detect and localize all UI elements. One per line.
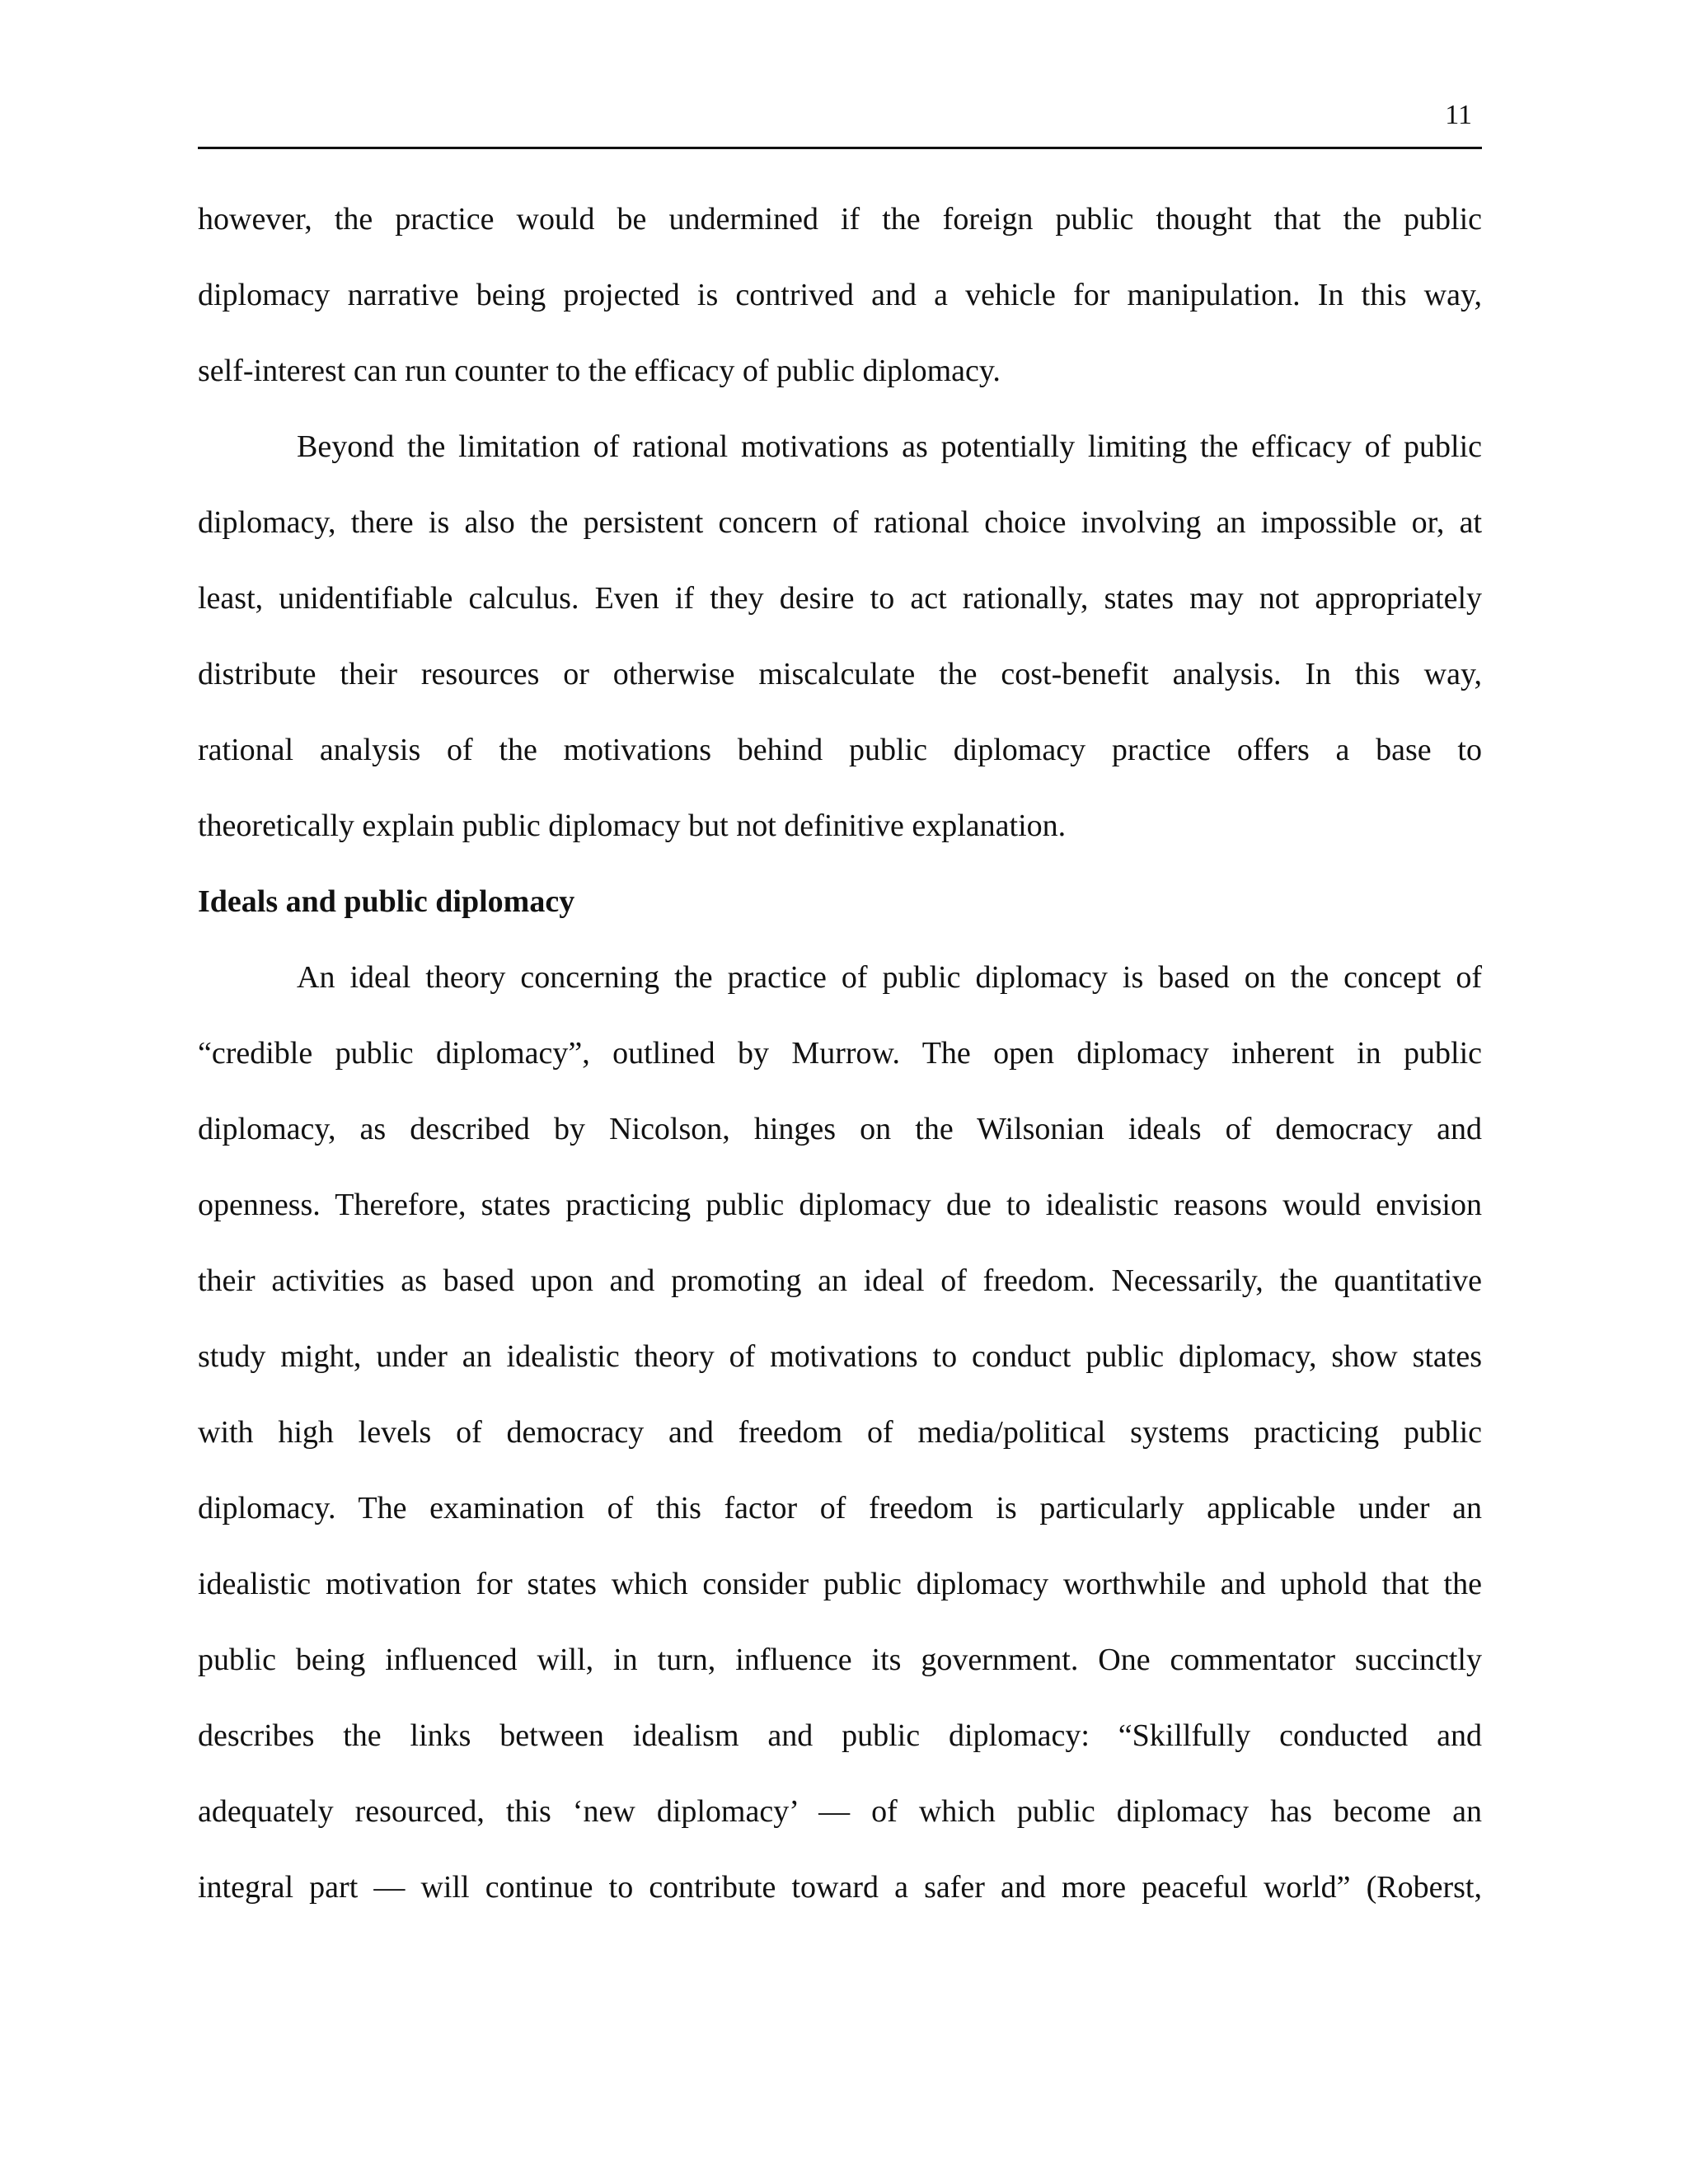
text-line: self-interest can run counter to the efficacy of public diplomacy. — [198, 354, 1001, 388]
page-number: 11 — [1445, 100, 1472, 130]
text-line: theoretically explain public diplomacy but not definitive explanation. — [198, 808, 1067, 843]
text-line: public being influenced will, in turn, influence its government. One commentator succinctly — [198, 1643, 1482, 1677]
text-line: Beyond the limitation of rational motivations as potentially limiting the efficacy of public — [297, 429, 1482, 464]
paragraph — [198, 415, 1482, 870]
text-line: study might, under an idealistic theory of motivations to conduct public diplomacy, show states — [198, 1339, 1482, 1374]
section-heading: Ideals and public diplomacy — [198, 884, 575, 919]
text-line: An ideal theory concerning the practice of public diplomacy is based on the concept of — [297, 960, 1482, 995]
text-line: least, unidentifiable calculus. Even if they desire to act rationally, states may not appropriately — [198, 581, 1482, 616]
text-line: distribute their resources or otherwise miscalculate the cost-benefit analysis. In this way, — [198, 657, 1482, 691]
text-line: describes the links between idealism and public diplomacy: “Skillfully conducted and — [198, 1718, 1482, 1753]
text-line: diplomacy narrative being projected is contrived and a vehicle for manipulation. In this way, — [198, 278, 1482, 312]
paragraph — [198, 188, 1482, 415]
text-line: rational analysis of the motivations behind public diplomacy practice offers a base to — [198, 733, 1482, 767]
text-line: with high levels of democracy and freedom of media/political systems practicing public — [198, 1415, 1482, 1450]
text-line: diplomacy, there is also the persistent concern of rational choice involving an impossible or, at — [198, 505, 1482, 540]
paragraph — [198, 946, 1482, 1932]
body-text — [198, 188, 1482, 1932]
text-line: diplomacy. The examination of this factor of freedom is particularly applicable under an — [198, 1491, 1482, 1526]
text-line: diplomacy, as described by Nicolson, hinges on the Wilsonian ideals of democracy and — [198, 1112, 1482, 1146]
text-line: adequately resourced, this ‘new diplomacy’ — of which public diplomacy has become an — [198, 1794, 1482, 1829]
text-line: however, the practice would be undermined if the foreign public thought that the public — [198, 202, 1482, 237]
text-line: integral part — will continue to contribute toward a safer and more peaceful world” (Roberst, — [198, 1870, 1482, 1905]
text-line: openness. Therefore, states practicing public diplomacy due to idealistic reasons would envision — [198, 1188, 1482, 1222]
text-line: their activities as based upon and promoting an ideal of freedom. Necessarily, the quantitative — [198, 1263, 1482, 1298]
header-rule — [198, 147, 1482, 149]
text-line: “credible public diplomacy”, outlined by Murrow. The open diplomacy inherent in public — [198, 1036, 1482, 1071]
text-line: idealistic motivation for states which consider public diplomacy worthwhile and uphold that the — [198, 1567, 1482, 1601]
